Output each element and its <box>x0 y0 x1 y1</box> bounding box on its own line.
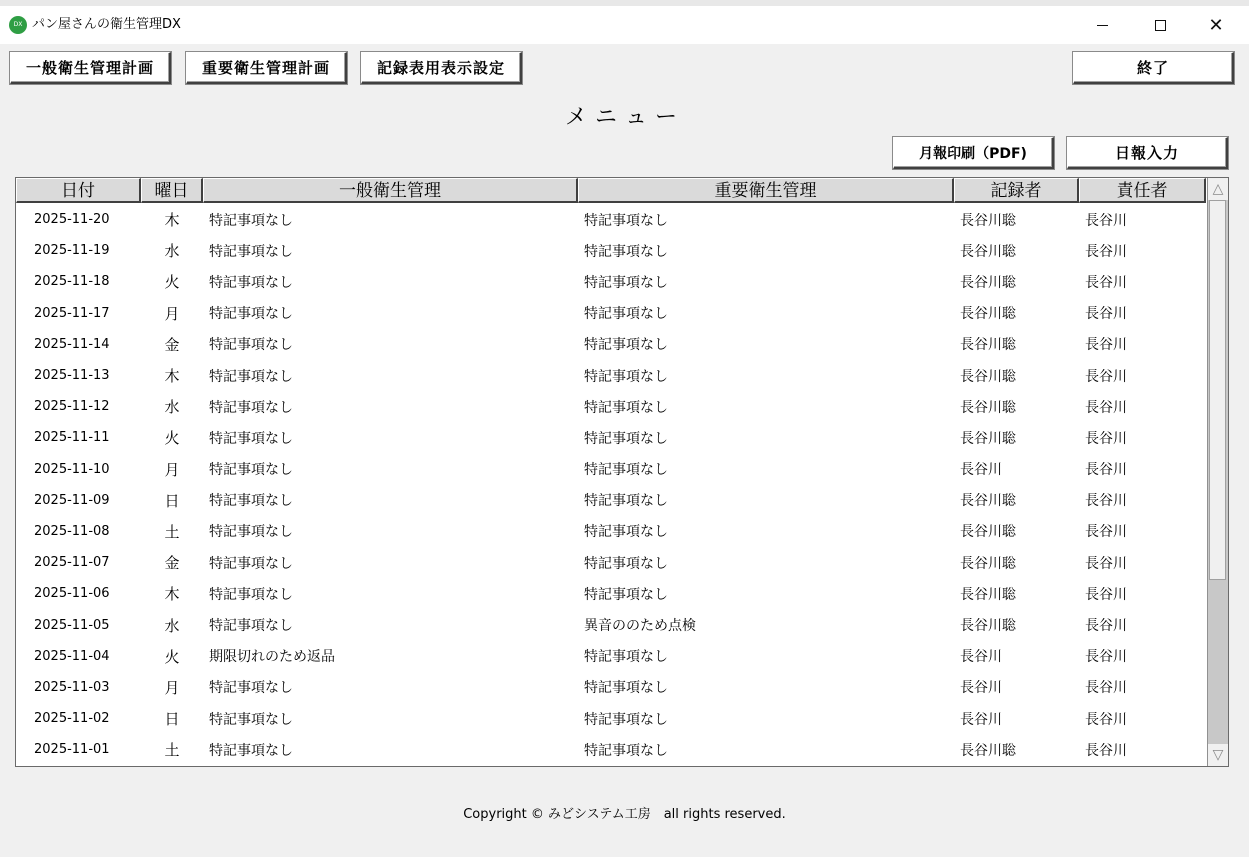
cell-important-hygiene: 特記事項なし <box>584 337 668 354</box>
cell-recorder: 長谷川 <box>960 649 1002 666</box>
cell-recorder: 長谷川聡 <box>960 493 1016 510</box>
cell-responsible: 長谷川 <box>1085 274 1127 291</box>
cell-date: 2025-11-03 <box>34 679 110 695</box>
cell-day-of-week: 月 <box>164 678 180 697</box>
cell-general-hygiene: 特記事項なし <box>209 711 293 728</box>
general-hygiene-plan-button[interactable]: 一般衛生管理計画 <box>10 52 171 84</box>
header-date[interactable]: 日付 <box>16 178 141 203</box>
cell-general-hygiene: 特記事項なし <box>209 462 293 479</box>
header-day-of-week[interactable]: 曜日 <box>141 178 203 203</box>
cell-day-of-week: 金 <box>164 335 180 354</box>
cell-day-of-week: 木 <box>164 367 180 386</box>
cell-general-hygiene: 期限切れのため返品 <box>209 649 335 666</box>
cell-responsible: 長谷川 <box>1085 680 1127 697</box>
cell-responsible: 長谷川 <box>1085 399 1127 416</box>
cell-important-hygiene: 特記事項なし <box>584 493 668 510</box>
table-body <box>16 204 1206 765</box>
table-row[interactable] <box>16 391 1206 422</box>
table-row[interactable] <box>16 204 1206 235</box>
cell-important-hygiene: 特記事項なし <box>584 524 668 541</box>
cell-day-of-week: 日 <box>164 491 180 510</box>
cell-important-hygiene: 特記事項なし <box>584 586 668 603</box>
cell-day-of-week: 木 <box>164 211 180 230</box>
window-title: パン屋さんの衛生管理DX <box>32 17 181 32</box>
records-table <box>15 177 1229 767</box>
table-row[interactable] <box>16 547 1206 578</box>
cell-responsible: 長谷川 <box>1085 524 1127 541</box>
cell-date: 2025-11-13 <box>34 368 110 384</box>
record-display-settings-button[interactable]: 記録表用表示設定 <box>361 52 522 84</box>
cell-general-hygiene: 特記事項なし <box>209 742 293 759</box>
table-row[interactable] <box>16 266 1206 297</box>
cell-recorder: 長谷川聡 <box>960 306 1016 323</box>
cell-responsible: 長谷川 <box>1085 493 1127 510</box>
table-row[interactable] <box>16 516 1206 547</box>
cell-responsible: 長谷川 <box>1085 742 1127 759</box>
cell-date: 2025-11-12 <box>34 399 110 415</box>
title-bar <box>0 6 1249 45</box>
table-row[interactable] <box>16 422 1206 453</box>
cell-important-hygiene: 特記事項なし <box>584 306 668 323</box>
cell-general-hygiene: 特記事項なし <box>209 430 293 447</box>
cell-date: 2025-11-11 <box>34 430 110 446</box>
scrollbar-thumb[interactable] <box>1209 200 1226 580</box>
table-row[interactable] <box>16 703 1206 734</box>
cell-date: 2025-11-17 <box>34 305 110 321</box>
table-row[interactable] <box>16 672 1206 703</box>
cell-important-hygiene: 特記事項なし <box>584 462 668 479</box>
table-row[interactable] <box>16 609 1206 640</box>
cell-date: 2025-11-08 <box>34 523 110 539</box>
cell-day-of-week: 土 <box>164 522 180 541</box>
cell-responsible: 長谷川 <box>1085 306 1127 323</box>
cell-responsible: 長谷川 <box>1085 212 1127 229</box>
cell-responsible: 長谷川 <box>1085 368 1127 385</box>
cell-recorder: 長谷川聡 <box>960 586 1016 603</box>
cell-responsible: 長谷川 <box>1085 555 1127 572</box>
cell-day-of-week: 火 <box>164 429 180 448</box>
cell-day-of-week: 火 <box>164 273 180 292</box>
cell-date: 2025-11-05 <box>34 617 110 633</box>
cell-day-of-week: 月 <box>164 460 180 479</box>
header-responsible[interactable]: 責任者 <box>1079 178 1206 203</box>
cell-important-hygiene: 特記事項なし <box>584 399 668 416</box>
cell-day-of-week: 土 <box>164 741 180 760</box>
cell-responsible: 長谷川 <box>1085 649 1127 666</box>
cell-responsible: 長谷川 <box>1085 586 1127 603</box>
cell-important-hygiene: 特記事項なし <box>584 742 668 759</box>
scroll-up-icon[interactable]: △ <box>1208 178 1228 200</box>
cell-recorder: 長谷川聡 <box>960 524 1016 541</box>
cell-important-hygiene: 特記事項なし <box>584 212 668 229</box>
cell-day-of-week: 水 <box>164 242 180 261</box>
cell-day-of-week: 火 <box>164 647 180 666</box>
close-button[interactable] <box>1193 6 1239 44</box>
cell-general-hygiene: 特記事項なし <box>209 337 293 354</box>
cell-general-hygiene: 特記事項なし <box>209 586 293 603</box>
cell-general-hygiene: 特記事項なし <box>209 618 293 635</box>
daily-input-button[interactable]: 日報入力 <box>1067 137 1228 169</box>
header-important-hygiene[interactable]: 重要衛生管理 <box>578 178 954 203</box>
important-hygiene-plan-button[interactable]: 重要衛生管理計画 <box>186 52 347 84</box>
table-row[interactable] <box>16 360 1206 391</box>
cell-responsible: 長谷川 <box>1085 618 1127 635</box>
cell-general-hygiene: 特記事項なし <box>209 524 293 541</box>
cell-recorder: 長谷川聡 <box>960 618 1016 635</box>
cell-recorder: 長谷川 <box>960 711 1002 728</box>
cell-date: 2025-11-04 <box>34 648 110 664</box>
cell-important-hygiene: 特記事項なし <box>584 649 668 666</box>
maximize-button[interactable] <box>1137 6 1183 44</box>
exit-button[interactable]: 終了 <box>1073 52 1234 84</box>
cell-responsible: 長谷川 <box>1085 711 1127 728</box>
cell-recorder: 長谷川聡 <box>960 555 1016 572</box>
cell-recorder: 長谷川聡 <box>960 742 1016 759</box>
cell-day-of-week: 月 <box>164 304 180 323</box>
cell-important-hygiene: 特記事項なし <box>584 555 668 572</box>
minimize-icon <box>1097 25 1108 26</box>
cell-date: 2025-11-07 <box>34 555 110 571</box>
table-row[interactable] <box>16 235 1206 266</box>
monthly-print-pdf-button[interactable]: 月報印刷（PDF) <box>893 137 1054 169</box>
cell-responsible: 長谷川 <box>1085 430 1127 447</box>
cell-general-hygiene: 特記事項なし <box>209 368 293 385</box>
cell-recorder: 長谷川聡 <box>960 430 1016 447</box>
app-icon: DX <box>9 16 27 34</box>
cell-general-hygiene: 特記事項なし <box>209 399 293 416</box>
table-row[interactable] <box>16 298 1206 329</box>
cell-recorder: 長谷川聡 <box>960 274 1016 291</box>
table-row[interactable] <box>16 734 1206 765</box>
cell-important-hygiene: 特記事項なし <box>584 711 668 728</box>
cell-responsible: 長谷川 <box>1085 243 1127 260</box>
vertical-scrollbar[interactable] <box>1207 178 1228 766</box>
cell-date: 2025-11-06 <box>34 586 110 602</box>
cell-general-hygiene: 特記事項なし <box>209 306 293 323</box>
cell-general-hygiene: 特記事項なし <box>209 212 293 229</box>
table-row[interactable] <box>16 485 1206 516</box>
cell-recorder: 長谷川聡 <box>960 399 1016 416</box>
cell-day-of-week: 日 <box>164 710 180 729</box>
cell-important-hygiene: 異音ののため点検 <box>584 618 696 635</box>
cell-day-of-week: 木 <box>164 585 180 604</box>
close-icon: ✕ <box>1208 14 1224 36</box>
cell-important-hygiene: 特記事項なし <box>584 368 668 385</box>
table-row[interactable] <box>16 641 1206 672</box>
cell-date: 2025-11-19 <box>34 243 110 259</box>
minimize-button[interactable] <box>1079 6 1125 44</box>
cell-responsible: 長谷川 <box>1085 462 1127 479</box>
cell-day-of-week: 金 <box>164 554 180 573</box>
table-row[interactable] <box>16 454 1206 485</box>
cell-general-hygiene: 特記事項なし <box>209 274 293 291</box>
header-general-hygiene[interactable]: 一般衛生管理 <box>203 178 578 203</box>
cell-important-hygiene: 特記事項なし <box>584 430 668 447</box>
cell-recorder: 長谷川聡 <box>960 243 1016 260</box>
cell-recorder: 長谷川聡 <box>960 212 1016 229</box>
table-header <box>16 178 1206 203</box>
cell-day-of-week: 水 <box>164 616 180 635</box>
page-title: メニュー <box>564 105 685 130</box>
copyright-text: Copyright © みどシステム工房 all rights reserved. <box>463 807 786 822</box>
cell-recorder: 長谷川聡 <box>960 337 1016 354</box>
cell-day-of-week: 水 <box>164 398 180 417</box>
cell-date: 2025-11-10 <box>34 461 110 477</box>
cell-general-hygiene: 特記事項なし <box>209 243 293 260</box>
cell-date: 2025-11-01 <box>34 742 110 758</box>
table-row[interactable] <box>16 578 1206 609</box>
cell-general-hygiene: 特記事項なし <box>209 680 293 697</box>
cell-date: 2025-11-14 <box>34 336 110 352</box>
cell-date: 2025-11-18 <box>34 274 110 290</box>
cell-date: 2025-11-09 <box>34 492 110 508</box>
maximize-icon <box>1155 20 1166 31</box>
cell-general-hygiene: 特記事項なし <box>209 555 293 572</box>
cell-general-hygiene: 特記事項なし <box>209 493 293 510</box>
cell-recorder: 長谷川 <box>960 462 1002 479</box>
cell-recorder: 長谷川聡 <box>960 368 1016 385</box>
cell-important-hygiene: 特記事項なし <box>584 243 668 260</box>
cell-important-hygiene: 特記事項なし <box>584 274 668 291</box>
cell-date: 2025-11-02 <box>34 711 110 727</box>
header-recorder[interactable]: 記録者 <box>954 178 1079 203</box>
cell-date: 2025-11-20 <box>34 212 110 228</box>
cell-recorder: 長谷川 <box>960 680 1002 697</box>
table-row[interactable] <box>16 329 1206 360</box>
cell-responsible: 長谷川 <box>1085 337 1127 354</box>
cell-important-hygiene: 特記事項なし <box>584 680 668 697</box>
scroll-down-icon[interactable]: ▽ <box>1208 744 1228 766</box>
